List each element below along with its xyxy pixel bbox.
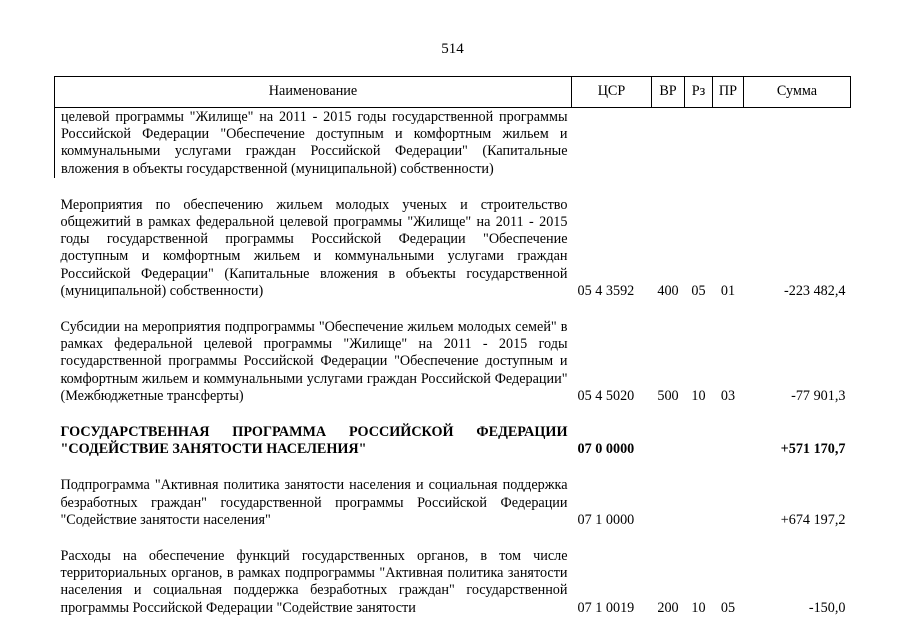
row-sum: -150,0	[808, 599, 846, 616]
row-name: Субсидии на мероприятия подпрограммы "Обеспечение жильем молодых семей" в рамках федеральной целевой программы "Жилище" на 2011 - 2015 годы государственной программы Российской Федерации "Обеспечение доступным и комфортным жильем и коммунальными услугами граждан Российской Федерации" (Межбюджетные трансферты)	[60, 319, 568, 404]
row-vr	[652, 458, 685, 529]
table-row	[55, 458, 851, 529]
table-row	[55, 529, 851, 617]
row-name: ГОСУДАРСТВЕННАЯ ПРОГРАММА РОССИЙСКОЙ ФЕДЕРАЦИИ "СОДЕЙСТВИЕ ЗАНЯТОСТИ НАСЕЛЕНИЯ"	[60, 424, 568, 458]
row-rz	[685, 108, 713, 178]
row-csr: 07 0 0000	[577, 441, 635, 458]
row-pr	[713, 458, 744, 529]
row-vr: 200	[657, 599, 679, 616]
row-csr: 05 4 5020	[577, 387, 635, 404]
row-rz	[685, 458, 713, 529]
page-number: 514	[441, 41, 464, 57]
row-rz	[685, 405, 713, 458]
column-header-pr: ПР	[713, 77, 744, 108]
row-vr	[652, 108, 685, 178]
column-header-rz: Рз	[685, 77, 713, 108]
row-vr: 400	[657, 282, 679, 299]
table-row	[55, 300, 851, 405]
row-sum: -77 901,3	[791, 387, 846, 404]
row-name: Подпрограмма "Активная политика занятости населения и социальная поддержка безработных граждан" государственной программы Российской Федерации "Содействие занятости населения"	[60, 477, 568, 528]
row-sum	[744, 108, 851, 178]
row-name: целевой программы "Жилище" на 2011 - 2015 годы государственной программы Российской Федерации "Обеспечение доступным и комфортным жильем и коммунальными услугами граждан Российской Федерации" (Капитальные вложения в объекты государственной (муниципальной) собственности)	[55, 108, 572, 178]
row-csr	[572, 108, 652, 178]
row-pr	[713, 108, 744, 178]
column-header-sum: Сумма	[744, 77, 851, 108]
column-header-name: Наименование	[55, 77, 572, 108]
row-rz: 10	[691, 599, 706, 616]
table-row	[55, 178, 851, 300]
row-name: Мероприятия по обеспечению жильем молодых ученых и строительство общежитий в рамках федеральной целевой программы "Жилище" на 2011 - 2015 годы государственной программы Российской Федерации "Обеспечение доступным и комфортным жильем и коммунальными услугами граждан Российской Федерации" (Капитальные вложения в объекты государственной (муниципальной) собственности)	[60, 196, 568, 299]
budget-table	[54, 76, 851, 617]
row-pr: 01	[720, 282, 736, 299]
row-name: Расходы на обеспечение функций государственных органов, в том числе территориальных органов, в рамках подпрограммы "Активная политика занятости населения и социальная поддержка безработных граждан" государственной программы Российской Федерации "Содействие занятости	[60, 548, 568, 616]
row-csr: 05 4 3592	[577, 282, 635, 299]
column-header-vr: ВР	[652, 77, 685, 108]
row-sum: -223 482,4	[784, 282, 846, 299]
row-vr	[652, 405, 685, 458]
row-csr: 07 1 0019	[577, 599, 635, 616]
row-sum: +674 197,2	[780, 511, 846, 528]
table-row	[55, 108, 851, 178]
row-pr: 03	[720, 387, 736, 404]
table-header-row	[55, 77, 851, 108]
row-pr: 05	[720, 599, 736, 616]
row-rz: 10	[691, 387, 706, 404]
row-rz: 05	[691, 282, 706, 299]
row-pr	[713, 405, 744, 458]
row-vr: 500	[657, 387, 679, 404]
row-csr: 07 1 0000	[577, 511, 635, 528]
column-header-csr: ЦСР	[572, 77, 652, 108]
table-row	[55, 405, 851, 458]
row-sum: +571 170,7	[780, 441, 846, 458]
